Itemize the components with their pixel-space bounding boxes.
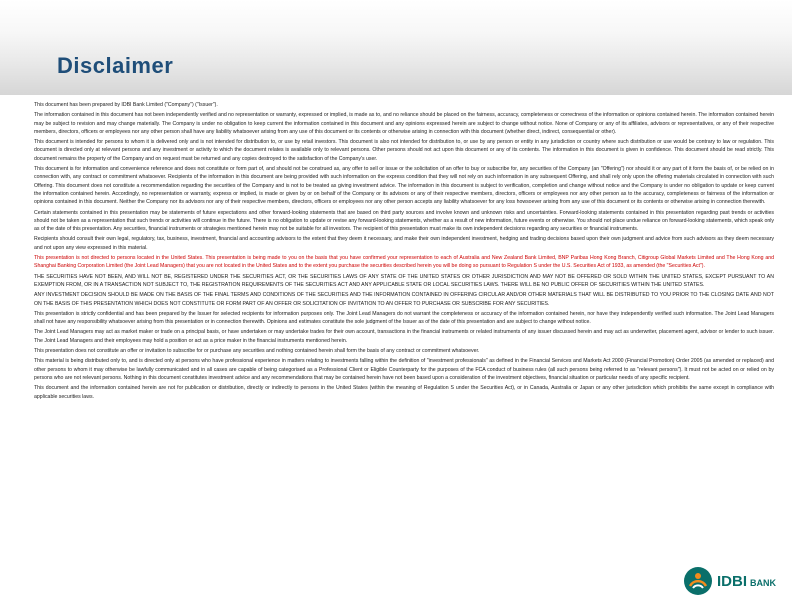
disclaimer-paragraph: This material is being distributed only to, and is directed only at persons who have professional experience in matters relating to investments falling within the definition of "investment professionals" as defined in the Financial Services and Markets Act 2000 (Financial Promotion) Order 2005 (as amended or replaced) and other persons to whom it may otherwise be lawfully communicated and in all cases are capable of being categorised as a Professional Client or Eligible Counterparty for the purposes of the FCA conduct of business rules (all such persons being referred to as "relevant persons"). It must not be acted on or relied on by persons who are not relevant persons. Nothing in this document constitutes investment advice and any recommendations that may be contained herein have not been based upon a consideration of the investment objectives, financial situation or particular needs of any specific recipient. bbox=[34, 358, 774, 381]
disclaimer-paragraph: ANY INVESTMENT DECISION SHOULD BE MADE ON THE BASIS OF THE FINAL TERMS AND CONDITIONS OF THE SECURITIES AND THE INFORMATION CONTAINED IN OFFERING CIRCULAR AND/OR OTHER MATERIALS THAT WILL BE DISTRIBUTED TO YOU PRIOR TO THE CLOSING DATE AND NOT ON THE BASIS OF THIS PRESENTATION WHICH DOES NOT CONSTITUTE OR FORM PART OF AN OFFER OR SOLICITATION OF INVITATION TO AN OFFER TO PURCHASE OR SUBSCRIBE FOR ANY SECURITIES. bbox=[34, 292, 774, 307]
idbi-bank-logo bbox=[683, 566, 776, 596]
header-band bbox=[0, 0, 792, 95]
disclaimer-paragraph: The information contained in this document has not been independently verified and no representation or warranty, expressed or implied, is made as to, and no reliance should be placed on the fairness, accuracy, completeness or correctness of the information or opinions contained herein. The information contained herein may be subject to revision and may change materially. The Company is under no obligation to keep current the information contained in this document and any opinions expressed herein are subject to change without notice. None of Company or any of its affiliates, advisors or representatives, or any of their respective members, directors, officers or employees nor any other person shall have any liability whatsoever arising from any use of this document or its contents or otherwise arising in connection with this document (whether direct, indirect, consequential or other). bbox=[34, 112, 774, 135]
disclaimer-paragraph: This document has been prepared by IDBI Bank Limited ("Company") ("Issuer"). bbox=[34, 102, 218, 108]
disclaimer-paragraph: This document is for information and convenience reference and does not constitute or form part of, and should not be construed as, any offer to sell or issue or the solicitation of an offer to buy or subscribe for, any securities of the Company (an "Offering") nor should it or any part of it form the basis of, or be relied on in connection with, any contract or commitment whatsoever. Recipients of the information in this document are being provided with such information on the express condition that they will not rely on such information in any subsequent Offering, and shall rely only upon the offering materials circulated in connection with such Offering. This document does not constitute a recommendation regarding the securities of the Company and is not to be treated as giving investment advice. The information in this document is subject to verification, completion and change without notice and the Company is under no obligation to update or keep current the information contained herein. Accordingly, no representation or warranty, express or implied, is made or given by or on behalf of the Company or its advisors or any of their respective members, directors, officers or employees nor any other person as to the accuracy, completeness or fairness of the information or opinions contained in this document. Neither the Company nor its advisors nor any of their respective members, directors, officers or employees nor any other person accepts any liability whatsoever for any loss howsoever arising from any use of this document or its contents or otherwise arising in connection therewith. bbox=[34, 166, 774, 206]
disclaimer-paragraph: This presentation does not constitute an offer or invitation to subscribe for or purchase any securities and nothing contained herein shall form the basis of any contract or commitment whatsoever. bbox=[34, 348, 480, 355]
disclaimer-paragraph: The Joint Lead Managers may act as market maker or trade on a principal basis, or have undertaken or may undertake trades for their own account, transactions in the financial instruments or related instruments of any issuer discussed herein and may act as underwriter, placement agent, advisor or lender to such issuer. The Joint Lead Managers and their employees may hold a position or act as a price maker in the financial instruments mentioned herein. bbox=[34, 329, 774, 344]
disclaimer-paragraph-red: This presentation is not directed to persons located in the United States. This presentation is being made to you on the basis that you have confirmed your representation to each of Australia and New Zealand Bank Limited, BNP Paribas Hong Kong Branch, Citigroup Global Markets Limited and The Hong Kong and Shanghai Banking Corporation Limited (the Joint Lead Managers) that you are not located in the United States and to the extent you purchase the securities described herein you will be doing so pursuant to Regulation S under the U.S. Securities Act of 1933, as amended (the "Securities Act"). bbox=[34, 255, 774, 270]
logo-suffix-text: BANK bbox=[750, 577, 776, 588]
disclaimer-paragraph: THE SECURITIES HAVE NOT BEEN, AND WILL NOT BE, REGISTERED UNDER THE SECURITIES ACT, OR THE SECURITIES LAWS OF ANY STATE OF THE UNITED STATES OR OTHER JURISDICTION AND MAY NOT BE OFFERED OR SOLD WITHIN THE UNITED STATES, EXCEPT PURSUANT TO AN EXEMPTION FROM, OR IN A TRANSACTION NOT SUBJECT TO, THE REGISTRATION REQUIREMENTS OF THE SECURITIES ACT AND ANY APPLICABLE STATE OR LOCAL SECURITIES LAWS. THERE WILL BE NO PUBLIC OFFER OF SECURITIES WITHIN THE UNITED STATES. bbox=[34, 273, 774, 288]
disclaimer-paragraph: Certain statements contained in this presentation may be statements of future expectations and other forward-looking statements that are based on third party sources and involve known and unknown risks and uncertainties. Forward-looking statements contained in this presentation regarding past trends or activities should not be taken as a representation that such trends or activities will continue in the future. There is no obligation to update or revise any forward-looking statements, whether as a result of new information, future events or otherwise. You should not place undue reliance on forward-looking statements, which speak only as of the date of this presentation. Any securities, financial instruments or strategies mentioned herein may not be suitable for all investors. The recipient of this presentation must make its own independent decisions regarding any securities or financial instruments. bbox=[34, 209, 774, 233]
disclaimer-paragraph: This document and the information contained herein are not for publication or distribution, directly or indirectly to persons in the United States (within the meaning of Regulation S under the Securities Act), or in Canada, Australia or Japan or any other jurisdiction which prohibits the same except in compliance with applicable securities laws. bbox=[34, 385, 774, 400]
disclaimer-paragraph: Recipients should consult their own legal, regulatory, tax, business, investment, financial and accounting advisors to the extent that they deem it necessary, and make their own independent investment, hedging and trading decisions based upon their own judgment and advice from such advisors as they deem necessary and not upon any view expressed in this material. bbox=[34, 236, 774, 251]
idbi-bank-logo-icon bbox=[683, 566, 713, 596]
logo-brand-text: IDBI bbox=[717, 572, 747, 590]
disclaimer-body bbox=[34, 101, 774, 563]
disclaimer-paragraph: This presentation is strictly confidential and has been prepared by the Issuer for selected recipients for information purposes only. The Joint Lead Managers do not warrant the completeness or accuracy of the information contained herein, nor have they independently verified such information. The Joint Lead Managers shall not have any responsibility whatsoever arising from this presentation or in connection therewith. Opinions and estimates constitute the sole judgment of the Issuer as of the date of this presentation and are subject to change without notice. bbox=[34, 310, 774, 326]
disclaimer-paragraph: This document is intended for persons to whom it is delivered only and is not intended for distribution to, or use by retail investors. This document is also not intended for distribution to, or use by any person or entity in any jurisdiction or country where such distribution or use would be contrary to law or regulation. This document is directed only at relevant persons and any investment or activity to which the document relates is available only to relevant persons. Other persons should not act upon this document or any of its contents. The information in this document is given in confidence. This document should be read strictly. This document remains the property of the Company and on request must be returned and any copies destroyed to the satisfaction of the Company's user. bbox=[34, 139, 774, 162]
page-title: Disclaimer bbox=[57, 53, 174, 78]
